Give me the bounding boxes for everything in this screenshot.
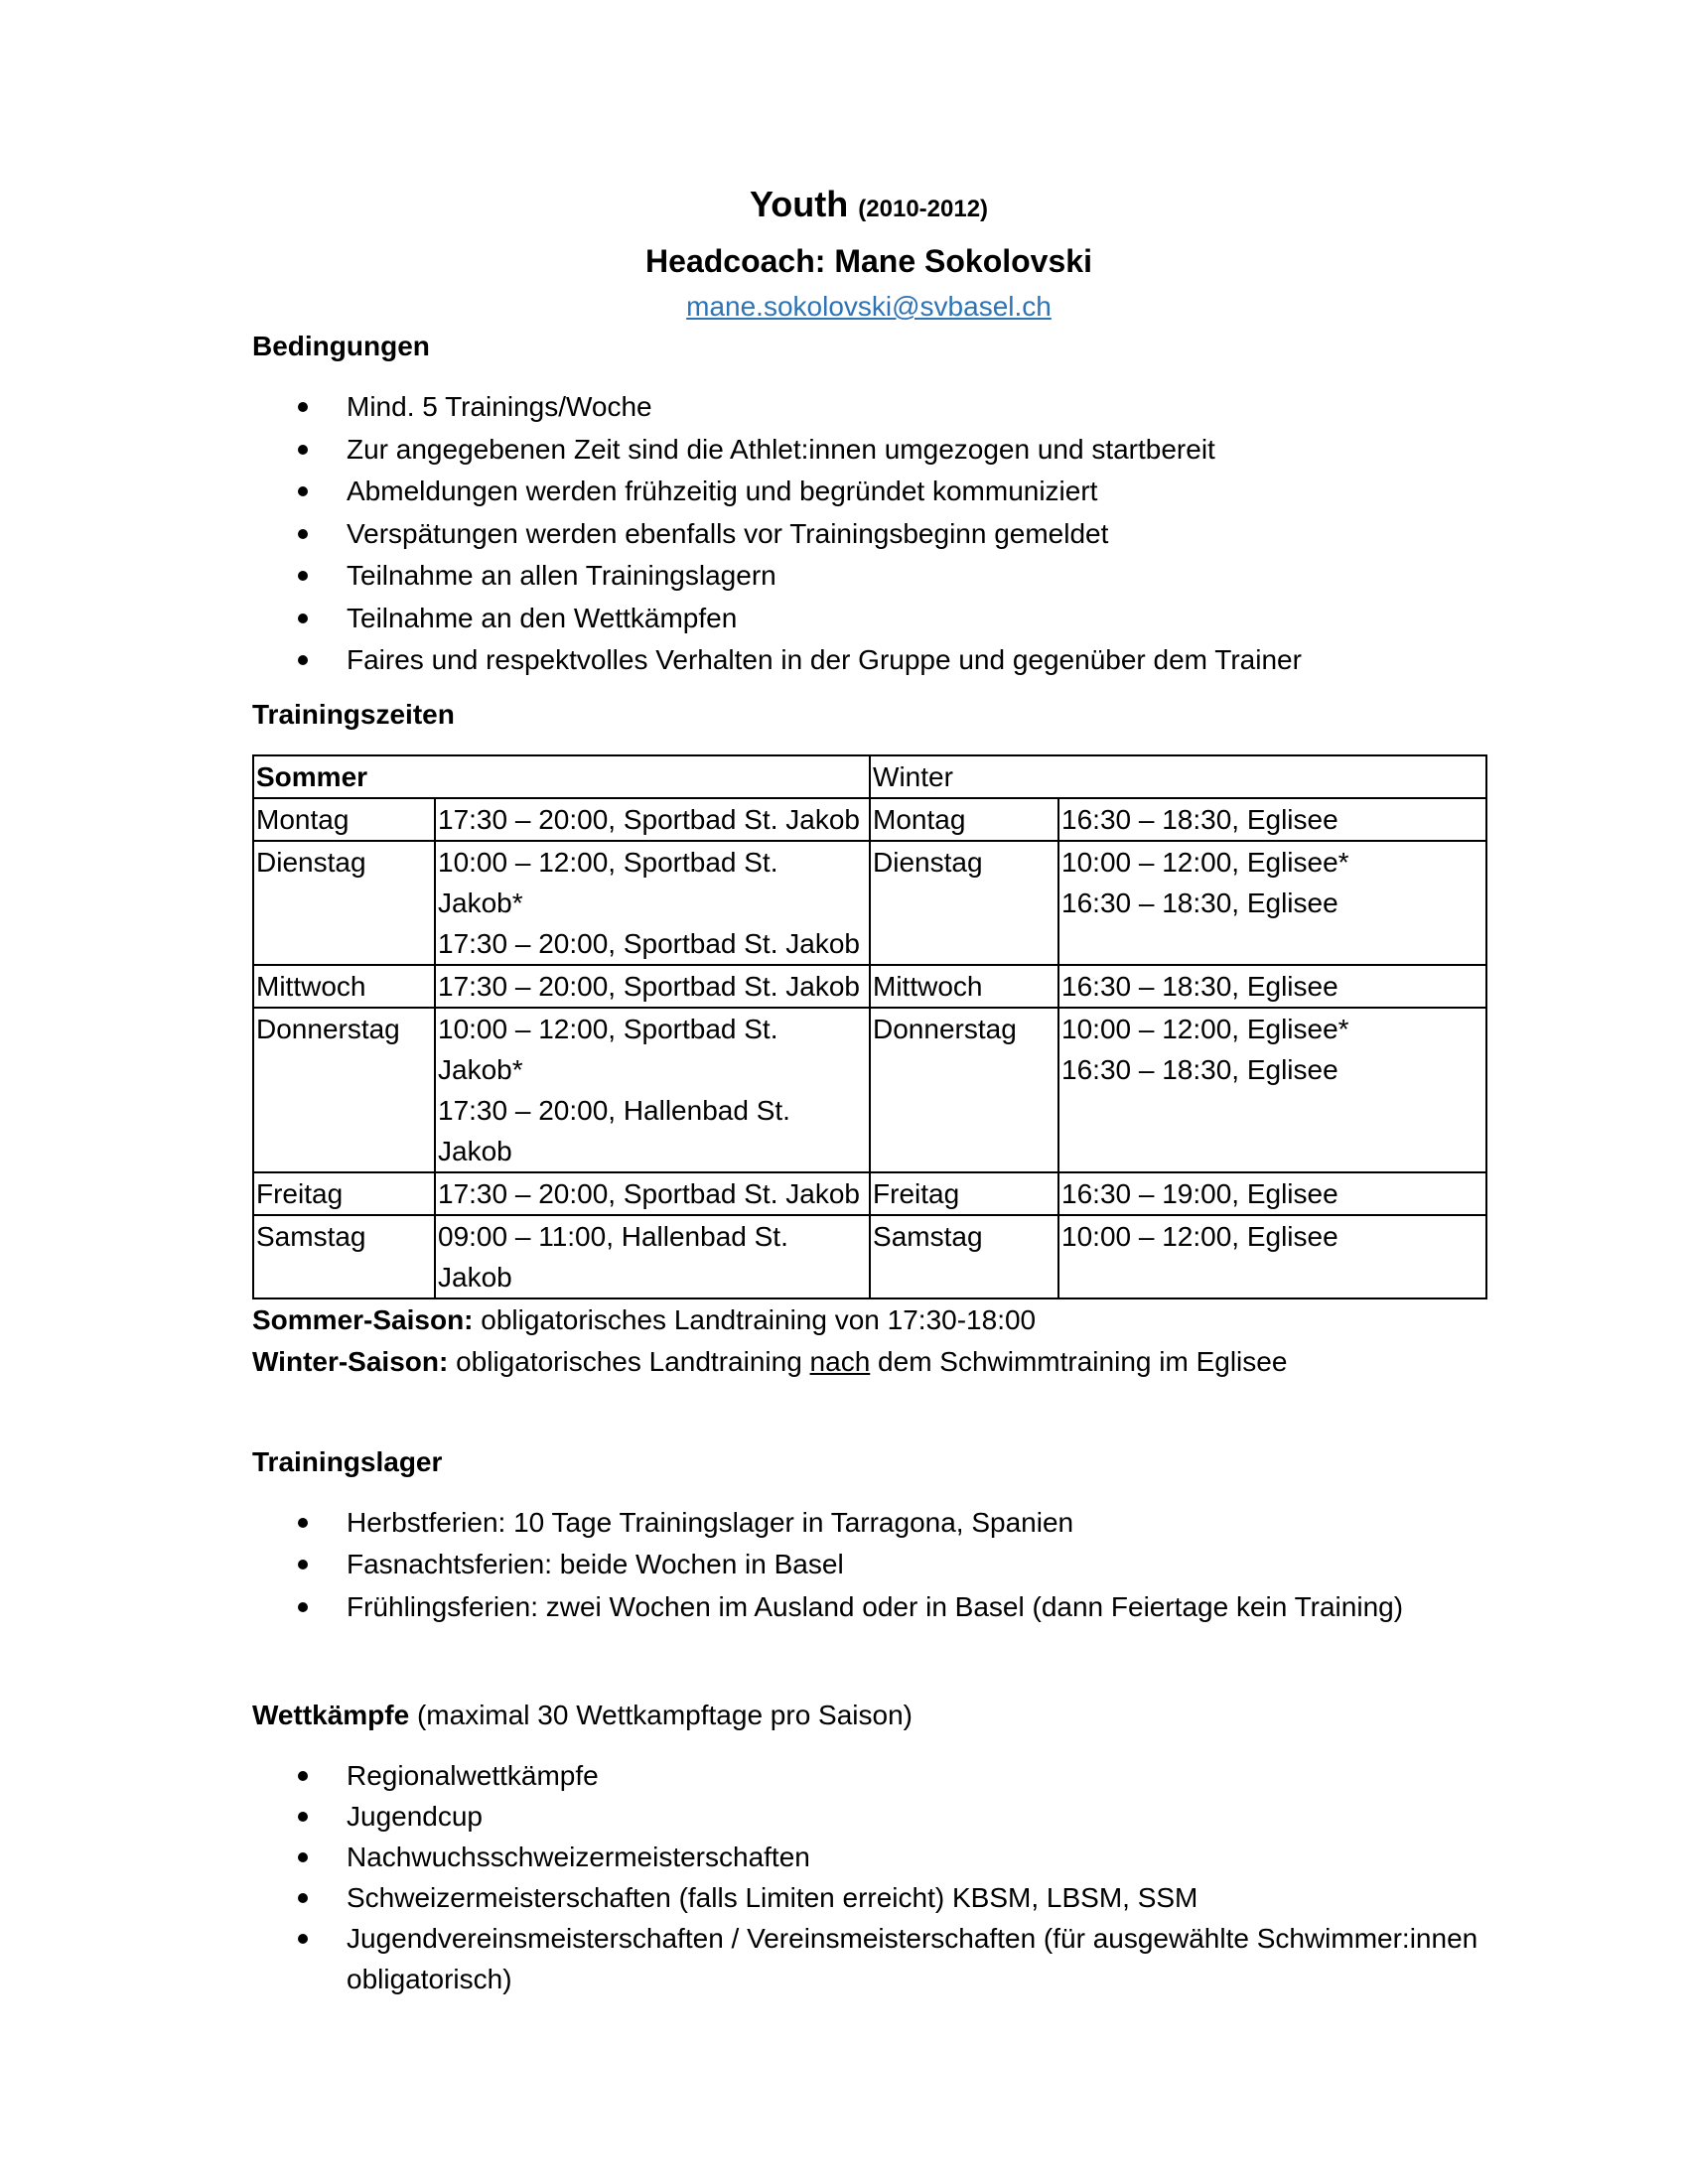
trainingslager-list [252, 1502, 1485, 1629]
page-title [252, 179, 1485, 235]
list-item: Fasnachtsferien: beide Wochen in Basel [252, 1544, 1485, 1586]
list-item: Nachwuchsschweizermeisterschaften [252, 1837, 1485, 1877]
heading-bedingungen: Bedingungen [252, 331, 430, 361]
winter-day: Donnerstag [870, 1008, 1058, 1172]
sommer-day: Mittwoch [253, 965, 435, 1008]
list-item: Jugendcup [252, 1796, 1485, 1837]
list-item: Verspätungen werden ebenfalls vor Trainingsbeginn gemeldet [252, 513, 1485, 556]
list-item: Jugendvereinsmeisterschaften / Vereinsmeisterschaften (für ausgewählte Schwimmer:innen obligatorisch) [252, 1918, 1485, 1999]
bedingungen-list [252, 386, 1485, 682]
winter-time: 16:30 – 19:00, Eglisee [1058, 1172, 1486, 1215]
sommer-time: 17:30 – 20:00, Sportbad St. Jakob [435, 1172, 870, 1215]
winter-time: 16:30 – 18:30, Eglisee [1058, 965, 1486, 1008]
bullet-icon [298, 529, 308, 539]
document-page [252, 179, 1485, 1999]
sommer-day: Samstag [253, 1215, 435, 1298]
list-item: Teilnahme an den Wettkämpfen [252, 598, 1485, 640]
list-item: Mind. 5 Trainings/Woche [252, 386, 1485, 429]
table-row [253, 965, 1486, 1008]
winter-time: 10:00 – 12:00, Eglisee [1058, 1215, 1486, 1298]
bullet-icon [298, 445, 308, 455]
winter-day: Montag [870, 798, 1058, 841]
bullet-icon [298, 1812, 308, 1822]
column-header-sommer: Sommer [253, 755, 870, 798]
winter-saison-label: Winter-Saison: [252, 1345, 449, 1377]
winter-time: 10:00 – 12:00, Eglisee* 16:30 – 18:30, Eglisee [1058, 841, 1486, 965]
title-text: Youth [749, 184, 849, 224]
winter-day: Samstag [870, 1215, 1058, 1298]
bullet-icon [298, 571, 308, 581]
bullet-icon [298, 1771, 308, 1781]
winter-time: 10:00 – 12:00, Eglisee* 16:30 – 18:30, Eglisee [1058, 1008, 1486, 1172]
schedule-table [252, 754, 1487, 1299]
heading-wettkaempfe: Wettkämpfe (maximal 30 Wettkampftage pro Saison) [252, 1700, 913, 1730]
underlined-nach: nach [809, 1345, 871, 1377]
sommer-time: 17:30 – 20:00, Sportbad St. Jakob [435, 965, 870, 1008]
sommer-time: 10:00 – 12:00, Sportbad St. Jakob* 17:30 – 20:00, Sportbad St. Jakob [435, 841, 870, 965]
wettkaempfe-heading-note: (maximal 30 Wettkampftage pro Saison) [409, 1700, 913, 1730]
column-header-winter: Winter [870, 755, 1486, 798]
winter-day: Mittwoch [870, 965, 1058, 1008]
bullet-icon [298, 1852, 308, 1862]
sommer-time: 10:00 – 12:00, Sportbad St. Jakob* 17:30 – 20:00, Hallenbad St. Jakob [435, 1008, 870, 1172]
bullet-icon [298, 1934, 308, 1944]
bullet-icon [298, 1602, 308, 1612]
winter-day: Dienstag [870, 841, 1058, 965]
sommer-time: 17:30 – 20:00, Sportbad St. Jakob [435, 798, 870, 841]
sommer-day: Dienstag [253, 841, 435, 965]
wettkaempfe-list [252, 1755, 1485, 1999]
list-item: Regionalwettkämpfe [252, 1755, 1485, 1796]
winter-day: Freitag [870, 1172, 1058, 1215]
winter-saison-note: Winter-Saison: obligatorisches Landtraining nach dem Schwimmtraining im Eglisee [252, 1345, 1288, 1377]
winter-time: 16:30 – 18:30, Eglisee [1058, 798, 1486, 841]
bullet-icon [298, 1560, 308, 1570]
title-block [252, 179, 1485, 327]
list-item: Teilnahme an allen Trainingslagern [252, 555, 1485, 598]
bullet-icon [298, 614, 308, 623]
email-link[interactable]: mane.sokolovski@svbasel.ch [686, 291, 1052, 322]
heading-trainingslager: Trainingslager [252, 1445, 443, 1477]
table-row [253, 841, 1486, 965]
heading-trainingszeiten: Trainingszeiten [252, 698, 455, 730]
list-item: Zur angegebenen Zeit sind die Athlet:innen umgezogen und startbereit [252, 429, 1485, 472]
bullet-icon [298, 402, 308, 412]
list-item: Frühlingsferien: zwei Wochen im Ausland oder in Basel (dann Feiertage kein Training) [252, 1586, 1485, 1629]
table-row [253, 1008, 1486, 1172]
sommer-day: Freitag [253, 1172, 435, 1215]
table-row [253, 1172, 1486, 1215]
bullet-icon [298, 1893, 308, 1903]
sommer-day: Donnerstag [253, 1008, 435, 1172]
bullet-icon [298, 1518, 308, 1528]
bullet-icon [298, 486, 308, 496]
title-years: (2010-2012) [858, 196, 989, 222]
sommer-saison-note: Sommer-Saison: obligatorisches Landtraining von 17:30-18:00 [252, 1303, 1037, 1335]
list-item: Abmeldungen werden frühzeitig und begründet kommuniziert [252, 471, 1485, 513]
table-row [253, 798, 1486, 841]
table-row [253, 1215, 1486, 1298]
bullet-icon [298, 655, 308, 665]
table-header-row [253, 755, 1486, 798]
sommer-saison-label: Sommer-Saison: [252, 1303, 474, 1335]
list-item: Faires und respektvolles Verhalten in der Gruppe und gegenüber dem Trainer [252, 639, 1485, 682]
list-item: Herbstferien: 10 Tage Trainingslager in Tarragona, Spanien [252, 1502, 1485, 1545]
sommer-day: Montag [253, 798, 435, 841]
sommer-time: 09:00 – 11:00, Hallenbad St. Jakob [435, 1215, 870, 1298]
headcoach-line: Headcoach: Mane Sokolovski [645, 243, 1092, 279]
list-item: Schweizermeisterschaften (falls Limiten erreicht) KBSM, LBSM, SSM [252, 1877, 1485, 1918]
